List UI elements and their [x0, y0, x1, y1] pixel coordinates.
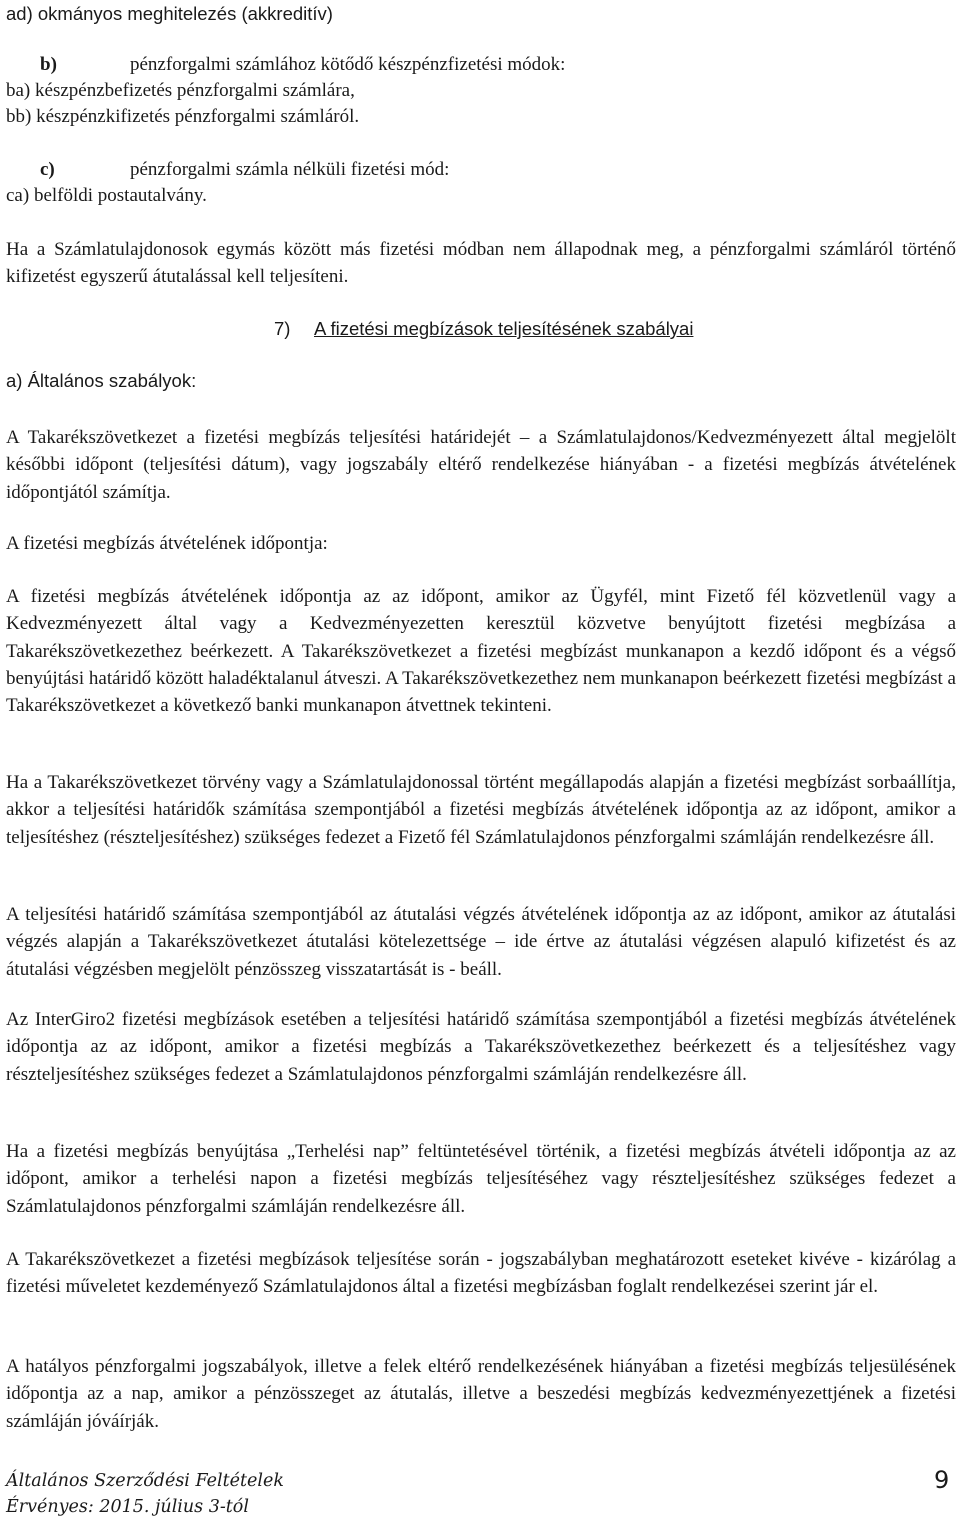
section-b-heading — [6, 53, 565, 77]
footer-validity: Érvényes: 2015. július 3-tól — [6, 1497, 249, 1517]
paragraph-receipt-time: A fizetési megbízás átvételének időpontja az az időpont, amikor az Ügyfél, mint Fizető fél közvetlenül vagy a Kedvezményezett által vagy a Kedvezményezetten keresztül közvetve benyújtott fizetési megbízása a Takarékszövetkezethez beérkezett. A Takarékszövetkezet a fizetési megbízást munkanapon a kezdő időpont és a végső benyújtási határidő között haladéktalanul átveszi. A Takarékszövetkezethez nem munkanapon beérkezett fizetési megbízást a Takarékszövetkezet a következő banki munkanapon átvettnek tekinteni. — [6, 586, 956, 717]
section-c-item-1: ca) belföldi postautalvány. — [6, 185, 207, 206]
section-c-label: c) — [40, 159, 55, 180]
intro-paragraph: Ha a Számlatulajdonosok egymás között más fizetési módban nem állapodnak meg, a pénzforgalmi számláról történő kifizetést egyszerű átutalással kell teljesíteni. — [6, 239, 956, 288]
section-b-item-1: ba) készpénzbefizetés pénzforgalmi számlára, — [6, 80, 355, 101]
paragraph-intergiro: Az InterGiro2 fizetési megbízások esetében a teljesítési határidő számítása szempontjából a fizetési megbízás átvételének időpontja az az időpont, amikor a fizetési megbízás a Takarékszövetkezethez beérkezett és a teljesítéshez vagy részteljesítéshez szükséges fedezet a Számlatulajdonos pénzforgalmi számláján rendelkezésre áll. — [6, 1009, 956, 1085]
page-number: 9 — [934, 1466, 950, 1494]
footer-title: Általános Szerződési Feltételek — [6, 1471, 284, 1491]
section-b-label: b) — [40, 54, 57, 75]
section-heading — [274, 318, 693, 340]
section-heading-title: A fizetési megbízások teljesítésének szabályai — [314, 318, 694, 339]
paragraph-deadline: A Takarékszövetkezet a fizetési megbízás teljesítési határidejét – a Számlatulajdonos/Kedvezményezett által megjelölt későbbi időpont (teljesítési dátum), vagy jogszabály eltérő rendelkezése hiányában - a fizetési megbízás átvételének időpontjától számítja. — [6, 427, 956, 503]
section-heading-number: 7) — [274, 318, 291, 339]
paragraph-debit-day: Ha a fizetési megbízás benyújtása „Terhelési nap” feltüntetésével történik, a fizetési megbízás átvételi időpontja az az időpont, amikor a terhelési napon a fizetési megbízás teljesítéséhez vagy részteljesítéshez szükséges fedezet a Számlatulajdonos pénzforgalmi számláján rendelkezésre áll. — [6, 1141, 956, 1217]
section-b-item-2: bb) készpénzkifizetés pénzforgalmi számláról. — [6, 106, 360, 127]
paragraph-execution: A Takarékszövetkezet a fizetési megbízások teljesítése során - jogszabályban meghatározott eseteket kivéve - kizárólag a fizetési műveletet kezdeményező Számlatulajdonos által a fizetési megbízásban foglalt rendelkezései szerint jár el. — [6, 1249, 956, 1298]
paragraph-transfer-order: A teljesítési határidő számítása szempontjából az átutalási végzés átvételének időpontja az az időpont, amikor az átutalási végzés alapján a Takarékszövetkezet átutalási kötelezettsége – ide értve az átutalási végzésen alapuló kifizetést és az átutalási végzésben megjelölt pénzösszeg visszatartását is - beáll. — [6, 904, 956, 980]
paragraph-receipt-heading: A fizetési megbízás átvételének időpontja: — [6, 533, 328, 554]
section-c-title: pénzforgalmi számla nélküli fizetési mód: — [130, 159, 450, 180]
section-ad-line: ad) okmányos meghitelezés (akkreditív) — [6, 3, 333, 24]
paragraph-queueing: Ha a Takarékszövetkezet törvény vagy a Számlatulajdonossal történt megállapodás alapján a fizetési megbízást sorbaállítja, akkor a teljesítési határidők számítása szempontjából a fizetési megbízás átvételének időpontja az az időpont, amikor a teljesítéshez (részteljesítéshez) szükséges fedezet a Fizető fél Számlatulajdonos pénzforgalmi számláján rendelkezésre áll. — [6, 772, 956, 848]
section-b-title: pénzforgalmi számlához kötődő készpénzfizetési módok: — [130, 54, 566, 75]
subheading-general-rules: a) Általános szabályok: — [6, 370, 197, 391]
section-c-heading — [6, 158, 449, 182]
footer — [6, 1468, 284, 1520]
paragraph-completion: A hatályos pénzforgalmi jogszabályok, illetve a felek eltérő rendelkezésének hiányában a fizetési megbízás teljesülésének időpontja az a nap, amikor a pénzösszeget az átutalás, illetve a beszedési megbízás kedvezményezettjének a fizetési számláján jóváírják. — [6, 1356, 956, 1432]
